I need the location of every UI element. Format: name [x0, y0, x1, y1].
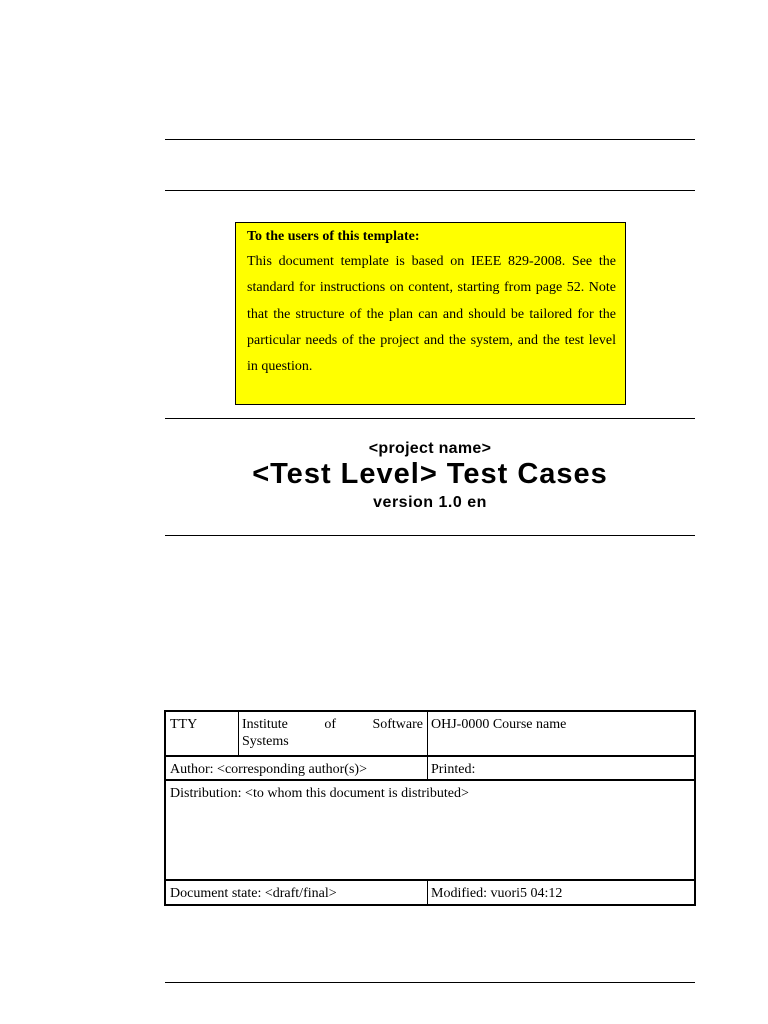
printed-cell: [427, 757, 694, 779]
distribution-cell: [166, 781, 694, 879]
author-cell: [166, 757, 427, 779]
footer-rule: [165, 982, 695, 983]
department-text-line1: Institute of Software: [242, 717, 423, 732]
table-divider: [427, 712, 428, 779]
author-text: Author: <corresponding author(s)>: [170, 762, 367, 777]
document-version: version 1.0 en: [373, 494, 487, 511]
printed-text: Printed:: [431, 762, 476, 777]
project-name: <project name>: [368, 440, 492, 457]
title-rule-top: [165, 418, 695, 419]
department-cell: [238, 712, 427, 755]
table-divider: [166, 755, 694, 757]
modified-cell: [427, 881, 694, 904]
table-divider: [427, 881, 428, 904]
table-divider: [166, 879, 694, 881]
organization-cell: [166, 712, 238, 755]
top-rule-1: [165, 139, 695, 140]
table-divider: [238, 712, 239, 755]
document-info-table: [164, 710, 696, 906]
distribution-text: Distribution: <to whom this document is distributed>: [170, 786, 469, 801]
course-text: OHJ-0000 Course name: [431, 717, 567, 732]
document-state-cell: [166, 881, 427, 904]
template-notice-body: This document template is based on IEEE 829-2008. See the standard for instructions on content, starting from page 52. Note that the structure of the plan can and should be tailored for the particular needs of the project and the system, and the test level in question.: [247, 254, 616, 375]
department-text-line2: Systems: [242, 734, 289, 749]
modified-text: Modified: vuori5 04:12: [431, 886, 563, 901]
title-rule-bottom: [165, 535, 695, 536]
document-title: <Test Level> Test Cases: [252, 458, 608, 490]
table-divider: [166, 779, 694, 781]
document-state-text: Document state: <draft/final>: [170, 886, 337, 901]
organization-text: TTY: [170, 717, 198, 732]
template-notice-heading: To the users of this template:: [247, 229, 420, 244]
top-rule-2: [165, 190, 695, 191]
template-notice-box: [235, 222, 626, 405]
course-cell: [427, 712, 694, 755]
